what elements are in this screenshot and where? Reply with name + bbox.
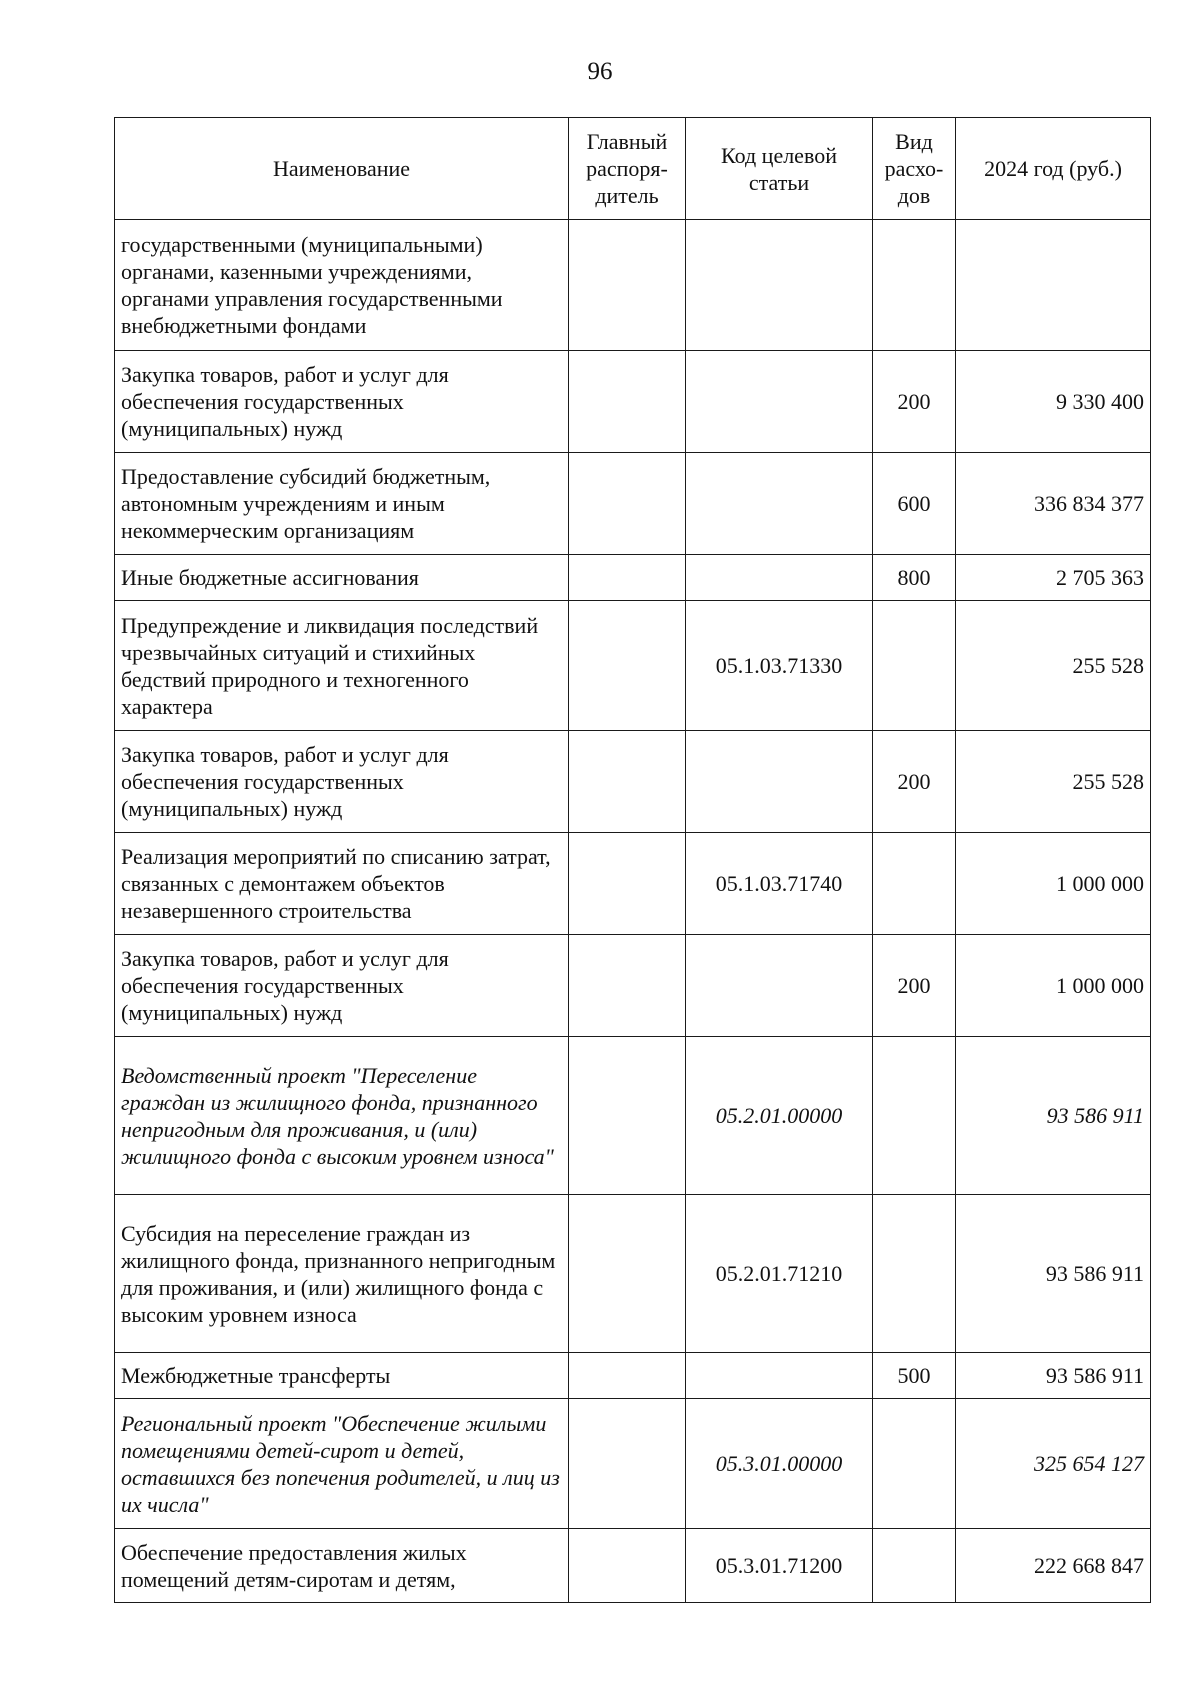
row-name: Предупреждение и ликвидация последствий чрезвычайных ситуаций и стихийных бедствий природного и техногенного характера [115,601,569,731]
row-name: Ведомственный проект "Переселение граждан из жилищного фонда, признанного непригодным для проживания, и (или) жилищного фонда с высоким уровнем износа" [115,1037,569,1195]
row-name: государственными (муниципальными) органами, казенными учреждениями, органами управления государственными внебюджетными фондами [115,220,569,351]
row-type [873,1529,956,1603]
row-code: 05.3.01.71200 [686,1529,873,1603]
row-code [686,731,873,833]
row-code: 05.1.03.71330 [686,601,873,731]
row-manager [569,1399,686,1529]
row-type [873,601,956,731]
table-row [115,555,1151,601]
row-type: 200 [873,351,956,453]
table-row [115,731,1151,833]
row-name: Субсидия на переселение граждан из жилищного фонда, признанного непригодным для проживания, и (или) жилищного фонда с высоким уровнем износа [115,1195,569,1353]
row-manager [569,1037,686,1195]
row-amount: 255 528 [956,731,1151,833]
row-code: 05.3.01.00000 [686,1399,873,1529]
row-type [873,1195,956,1353]
row-type: 200 [873,935,956,1037]
row-amount: 93 586 911 [956,1195,1151,1353]
page-number: 96 [587,58,613,85]
row-type [873,1399,956,1529]
row-manager [569,220,686,351]
row-amount: 336 834 377 [956,453,1151,555]
row-type: 200 [873,731,956,833]
row-amount: 1 000 000 [956,833,1151,935]
row-type: 800 [873,555,956,601]
row-code [686,453,873,555]
table-row [115,1037,1151,1195]
header-target-code: Код целевой статьи [686,118,873,220]
row-amount: 222 668 847 [956,1529,1151,1603]
row-name: Иные бюджетные ассигнования [115,555,569,601]
row-type [873,220,956,351]
row-amount: 325 654 127 [956,1399,1151,1529]
row-amount: 1 000 000 [956,935,1151,1037]
row-manager [569,1529,686,1603]
row-type: 500 [873,1353,956,1399]
row-name: Предоставление субсидий бюджетным, автономным учреждениям и иным некоммерческим организациям [115,453,569,555]
table-header-row [115,118,1151,220]
table-row [115,351,1151,453]
row-amount: 2 705 363 [956,555,1151,601]
row-name: Обеспечение предоставления жилых помещений детям-сиротам и детям, [115,1529,569,1603]
row-name: Закупка товаров, работ и услуг для обеспечения государственных (муниципальных) нужд [115,935,569,1037]
row-amount: 9 330 400 [956,351,1151,453]
row-code [686,555,873,601]
header-expense-type: Вид расхо-дов [873,118,956,220]
row-name: Закупка товаров, работ и услуг для обеспечения государственных (муниципальных) нужд [115,731,569,833]
row-amount: 93 586 911 [956,1353,1151,1399]
row-amount [956,220,1151,351]
header-main-manager: Главный распоря-дитель [569,118,686,220]
header-year: 2024 год (руб.) [956,118,1151,220]
row-manager [569,453,686,555]
row-type [873,1037,956,1195]
row-manager [569,555,686,601]
table-row [115,1399,1151,1529]
row-code [686,935,873,1037]
row-name: Закупка товаров, работ и услуг для обеспечения государственных (муниципальных) нужд [115,351,569,453]
row-manager [569,833,686,935]
table-row [115,935,1151,1037]
row-type [873,833,956,935]
row-name: Межбюджетные трансферты [115,1353,569,1399]
table-row [115,601,1151,731]
row-name: Региональный проект "Обеспечение жилыми помещениями детей-сирот и детей, оставшихся без попечения родителей, и лиц из их числа" [115,1399,569,1529]
table-row [115,1353,1151,1399]
header-name: Наименование [115,118,569,220]
row-manager [569,601,686,731]
row-manager [569,351,686,453]
row-amount: 93 586 911 [956,1037,1151,1195]
row-code: 05.1.03.71740 [686,833,873,935]
row-manager [569,1353,686,1399]
row-code [686,1353,873,1399]
table-row [115,453,1151,555]
row-type: 600 [873,453,956,555]
row-name: Реализация мероприятий по списанию затрат, связанных с демонтажем объектов незавершенного строительства [115,833,569,935]
row-code: 05.2.01.00000 [686,1037,873,1195]
row-amount: 255 528 [956,601,1151,731]
row-code: 05.2.01.71210 [686,1195,873,1353]
row-code [686,351,873,453]
row-code [686,220,873,351]
table-row [115,1529,1151,1603]
budget-table [114,117,1151,1603]
table-row [115,220,1151,351]
table-row [115,1195,1151,1353]
row-manager [569,731,686,833]
row-manager [569,935,686,1037]
row-manager [569,1195,686,1353]
table-row [115,833,1151,935]
